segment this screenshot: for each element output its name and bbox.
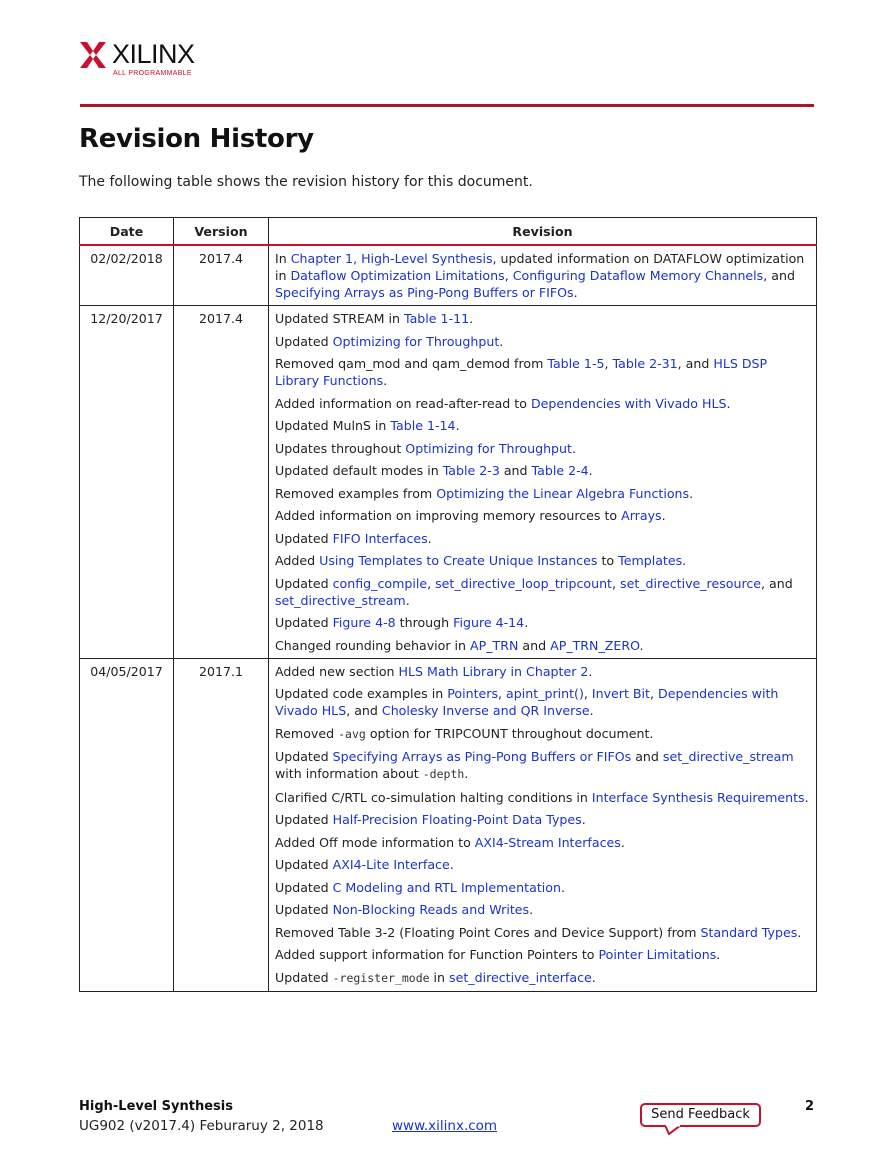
revision-text: , updated information on DATAFLOW optimization in <box>275 251 805 283</box>
cross-reference-link[interactable]: set_directive_loop_tripcount <box>435 575 612 591</box>
cross-reference-link[interactable]: C Modeling and RTL Implementation <box>332 879 561 895</box>
revision-text: to <box>597 553 619 568</box>
header-rule <box>80 104 814 107</box>
revision-entry <box>275 879 810 896</box>
revision-entry <box>275 748 810 783</box>
cross-reference-link[interactable]: Templates <box>618 553 683 568</box>
revision-text: , <box>583 686 592 701</box>
revision-text: Updated <box>275 749 333 764</box>
revision-entry <box>275 725 810 743</box>
revision-text: . <box>383 373 388 388</box>
revision-text: Updated <box>275 902 333 917</box>
revision-text: . <box>588 663 593 679</box>
revision-text: Updated <box>275 615 333 630</box>
revision-text: . <box>620 834 625 850</box>
cross-reference-link[interactable]: Dataflow Optimization Limitations <box>290 268 505 283</box>
cross-reference-link[interactable]: Using Templates to Create Unique Instances <box>319 553 598 568</box>
revision-text: . <box>589 703 594 718</box>
cell-version: 2017.4 <box>174 306 269 659</box>
cross-reference-link[interactable]: set_directive_resource <box>620 575 762 591</box>
cross-reference-link[interactable]: set_directive_interface <box>449 969 592 985</box>
intro-text: The following table shows the revision history for this document. <box>79 174 533 190</box>
revision-entry <box>275 614 810 631</box>
revision-entry <box>275 575 810 609</box>
cross-reference-link[interactable]: Table 2-31 <box>612 356 678 371</box>
revision-entry <box>275 637 810 654</box>
revision-entry <box>275 250 810 301</box>
cell-date: 12/20/2017 <box>80 306 174 659</box>
cross-reference-link[interactable]: set_directive_stream <box>662 749 794 764</box>
column-header-date: Date <box>80 218 174 246</box>
cell-date: 02/02/2018 <box>80 245 174 306</box>
revision-text: . <box>449 857 454 872</box>
revision-text: . <box>689 485 694 501</box>
revision-entry <box>275 507 810 524</box>
cross-reference-link[interactable]: Table 1-11 <box>403 311 470 326</box>
revision-entry <box>275 685 810 719</box>
revision-entry <box>275 789 810 806</box>
cross-reference-link[interactable]: Configuring Dataflow Memory Channels <box>512 268 764 283</box>
cross-reference-link[interactable]: AP_TRN_ZERO <box>550 637 640 653</box>
revision-text: , and <box>763 268 795 283</box>
revision-text: Updated <box>275 879 333 895</box>
revision-text: . <box>726 395 731 411</box>
revision-text: and <box>631 749 663 764</box>
cross-reference-link[interactable]: Non-Blocking Reads and Writes <box>332 902 530 917</box>
revision-entry <box>275 946 810 963</box>
cross-reference-link[interactable]: AXI4-Lite Interface <box>332 857 450 872</box>
xilinx-logo <box>80 40 220 82</box>
xilinx-x-icon <box>80 42 106 68</box>
cell-version: 2017.1 <box>174 658 269 991</box>
cross-reference-link[interactable]: config_compile <box>332 575 428 591</box>
revision-text: Updated <box>275 857 333 872</box>
revision-text: . <box>639 637 644 653</box>
cell-revision <box>269 306 817 659</box>
cross-reference-link[interactable]: Half-Precision Floating-Point Data Types <box>332 812 582 827</box>
cross-reference-link[interactable]: Optimizing the Linear Algebra Functions <box>436 485 690 501</box>
revision-text: Added information on improving memory resources to <box>275 508 622 523</box>
revision-entry <box>275 462 810 479</box>
revision-text: and <box>499 463 532 478</box>
cell-revision <box>269 658 817 991</box>
revision-text: Updated <box>275 530 333 546</box>
cross-reference-link[interactable]: Table 2-3 <box>442 463 500 478</box>
revision-text: . <box>682 553 687 568</box>
revision-text: . <box>581 812 586 827</box>
revision-text: Added information on read-after-read to <box>275 395 531 411</box>
cell-revision <box>269 245 817 306</box>
revision-text: Added Off mode information to <box>275 834 475 850</box>
cross-reference-link[interactable]: Pointer Limitations <box>598 947 717 962</box>
revision-text: . <box>529 902 534 917</box>
revision-text: Updated <box>275 333 333 349</box>
revision-entry <box>275 901 810 918</box>
revision-text: Updated <box>275 575 333 591</box>
revision-text: with information about <box>275 766 423 781</box>
footer-website-link[interactable]: www.xilinx.com <box>392 1118 498 1134</box>
revision-text: Removed <box>275 725 339 741</box>
revision-text: . <box>560 879 565 895</box>
cross-reference-link[interactable]: Specifying Arrays as Ping-Pong Buffers or FIFOs <box>275 285 574 300</box>
revision-text: . <box>716 947 721 962</box>
revision-text: . <box>455 418 460 433</box>
revision-entry <box>275 333 810 350</box>
cross-reference-link[interactable]: Invert Bit <box>591 686 650 701</box>
revision-text: Removed Table 3-2 (Floating Point Cores and Device Support) from <box>275 924 701 940</box>
revision-text: . <box>804 789 809 805</box>
revision-entry <box>275 663 810 680</box>
cross-reference-link[interactable]: AP_TRN <box>470 637 519 653</box>
revision-text: . <box>405 592 410 608</box>
revision-text: Added <box>275 553 320 568</box>
revision-text: Added support information for Function Pointers to <box>275 947 599 962</box>
cross-reference-link[interactable]: FIFO Interfaces <box>332 530 428 546</box>
revision-text: Updated code examples in <box>275 686 448 701</box>
code-option-text: -avg <box>338 726 366 741</box>
revision-table <box>79 217 817 992</box>
footer-title: High-Level Synthesis <box>79 1099 233 1114</box>
revision-text: Updates throughout <box>275 440 406 456</box>
cross-reference-link[interactable]: HLS DSP Library Functions <box>275 356 768 388</box>
revision-text: . <box>588 463 593 478</box>
cross-reference-link[interactable]: Dependencies with Vivado HLS <box>275 686 779 718</box>
footer-doc-id: UG902 (v2017.4) Feburaruy 2, 2018 <box>79 1118 324 1134</box>
revision-text: Updated STREAM in <box>275 311 404 326</box>
revision-entry <box>275 924 810 941</box>
code-option-text: -depth <box>422 767 465 781</box>
cell-version: 2017.4 <box>174 245 269 306</box>
cross-reference-link[interactable]: Standard Types <box>700 924 798 940</box>
column-header-revision: Revision <box>269 218 817 246</box>
page-number: 2 <box>805 1099 815 1114</box>
revision-text: . <box>571 440 576 456</box>
cross-reference-link[interactable]: apint_print() <box>506 686 584 701</box>
cross-reference-link[interactable]: Figure 4-14 <box>453 615 525 630</box>
column-header-version: Version <box>174 218 269 246</box>
revision-entry <box>275 856 810 873</box>
revision-entry <box>275 530 810 547</box>
revision-entry <box>275 440 810 457</box>
revision-entry <box>275 355 810 389</box>
table-header-row <box>80 218 817 246</box>
cross-reference-link[interactable]: set_directive_stream <box>275 592 406 608</box>
revision-text: Removed qam_mod and qam_demod from <box>275 356 548 371</box>
logo-wordmark: XILINX <box>112 39 195 69</box>
revision-text: , <box>427 575 436 591</box>
cross-reference-link[interactable]: Cholesky Inverse and QR Inverse <box>381 703 590 718</box>
table-row <box>80 658 817 991</box>
revision-text: . <box>591 969 596 985</box>
revision-text: , <box>504 268 513 283</box>
revision-text: in <box>429 969 450 985</box>
revision-entry <box>275 417 810 434</box>
revision-text: . <box>469 311 474 326</box>
cross-reference-link[interactable]: Dependencies with Vivado HLS <box>530 395 727 411</box>
cross-reference-link[interactable]: Table 1-5 <box>547 356 605 371</box>
revision-text: . <box>464 766 469 781</box>
cross-reference-link[interactable]: Pointers <box>447 686 499 701</box>
revision-entry <box>275 485 810 502</box>
revision-entry <box>275 552 810 569</box>
revision-text: through <box>395 615 454 630</box>
revision-text: . <box>573 285 578 300</box>
cross-reference-link[interactable]: Specifying Arrays as Ping-Pong Buffers or FIFOs <box>332 749 632 764</box>
cross-reference-link[interactable]: AXI4-Stream Interfaces <box>474 834 621 850</box>
cross-reference-link[interactable]: Figure 4-8 <box>332 615 396 630</box>
cross-reference-link[interactable]: Table 2-4 <box>531 463 589 478</box>
table-row <box>80 245 817 306</box>
cross-reference-link[interactable]: Arrays <box>621 508 662 523</box>
revision-entry <box>275 310 810 327</box>
revision-text: Added new section <box>275 663 399 679</box>
revision-text: Removed examples from <box>275 485 437 501</box>
revision-entry <box>275 811 810 828</box>
page-title: Revision History <box>79 124 314 154</box>
revision-text: , <box>650 686 659 701</box>
revision-text: Updated <box>275 812 333 827</box>
cell-date: 04/05/2017 <box>80 658 174 991</box>
revision-entry <box>275 395 810 412</box>
table-row <box>80 306 817 659</box>
cross-reference-link[interactable]: Optimizing for Throughput <box>332 333 500 349</box>
revision-entry <box>275 834 810 851</box>
revision-text: Updated <box>275 969 333 985</box>
cross-reference-link[interactable]: Table 1-14 <box>390 418 456 433</box>
revision-text: , <box>498 686 507 701</box>
revision-text: , <box>604 356 613 371</box>
revision-text: Updated default modes in <box>275 463 443 478</box>
revision-text: . <box>427 530 432 546</box>
code-option-text: -register_mode <box>332 970 430 985</box>
revision-text: , and <box>677 356 714 371</box>
cross-reference-link[interactable]: Optimizing for Throughput <box>405 440 572 456</box>
revision-text: and <box>518 637 551 653</box>
revision-text: Changed rounding behavior in <box>275 637 471 653</box>
revision-text: . <box>524 615 529 630</box>
revision-text: . <box>797 924 802 940</box>
revision-text: option for TRIPCOUNT throughout document. <box>365 725 654 741</box>
revision-text: In <box>275 251 291 266</box>
revision-text: , and <box>346 703 382 718</box>
speech-bubble-tail-icon <box>665 1125 685 1135</box>
cross-reference-link[interactable]: Interface Synthesis Requirements <box>591 789 805 805</box>
logo-tagline: ALL PROGRAMMABLE <box>113 70 192 77</box>
revision-text: , and <box>761 575 793 591</box>
cross-reference-link[interactable]: HLS Math Library in Chapter 2 <box>398 663 589 679</box>
revision-entry <box>275 969 810 987</box>
revision-text: . <box>499 333 504 349</box>
revision-text: . <box>661 508 666 523</box>
cross-reference-link[interactable]: Chapter 1, High-Level Synthesis <box>290 251 493 266</box>
revision-text: Clarified C/RTL co-simulation halting conditions in <box>275 789 592 805</box>
revision-text: , <box>612 575 621 591</box>
revision-text: Updated MulnS in <box>275 418 391 433</box>
send-feedback-button[interactable]: Send Feedback <box>640 1103 761 1127</box>
